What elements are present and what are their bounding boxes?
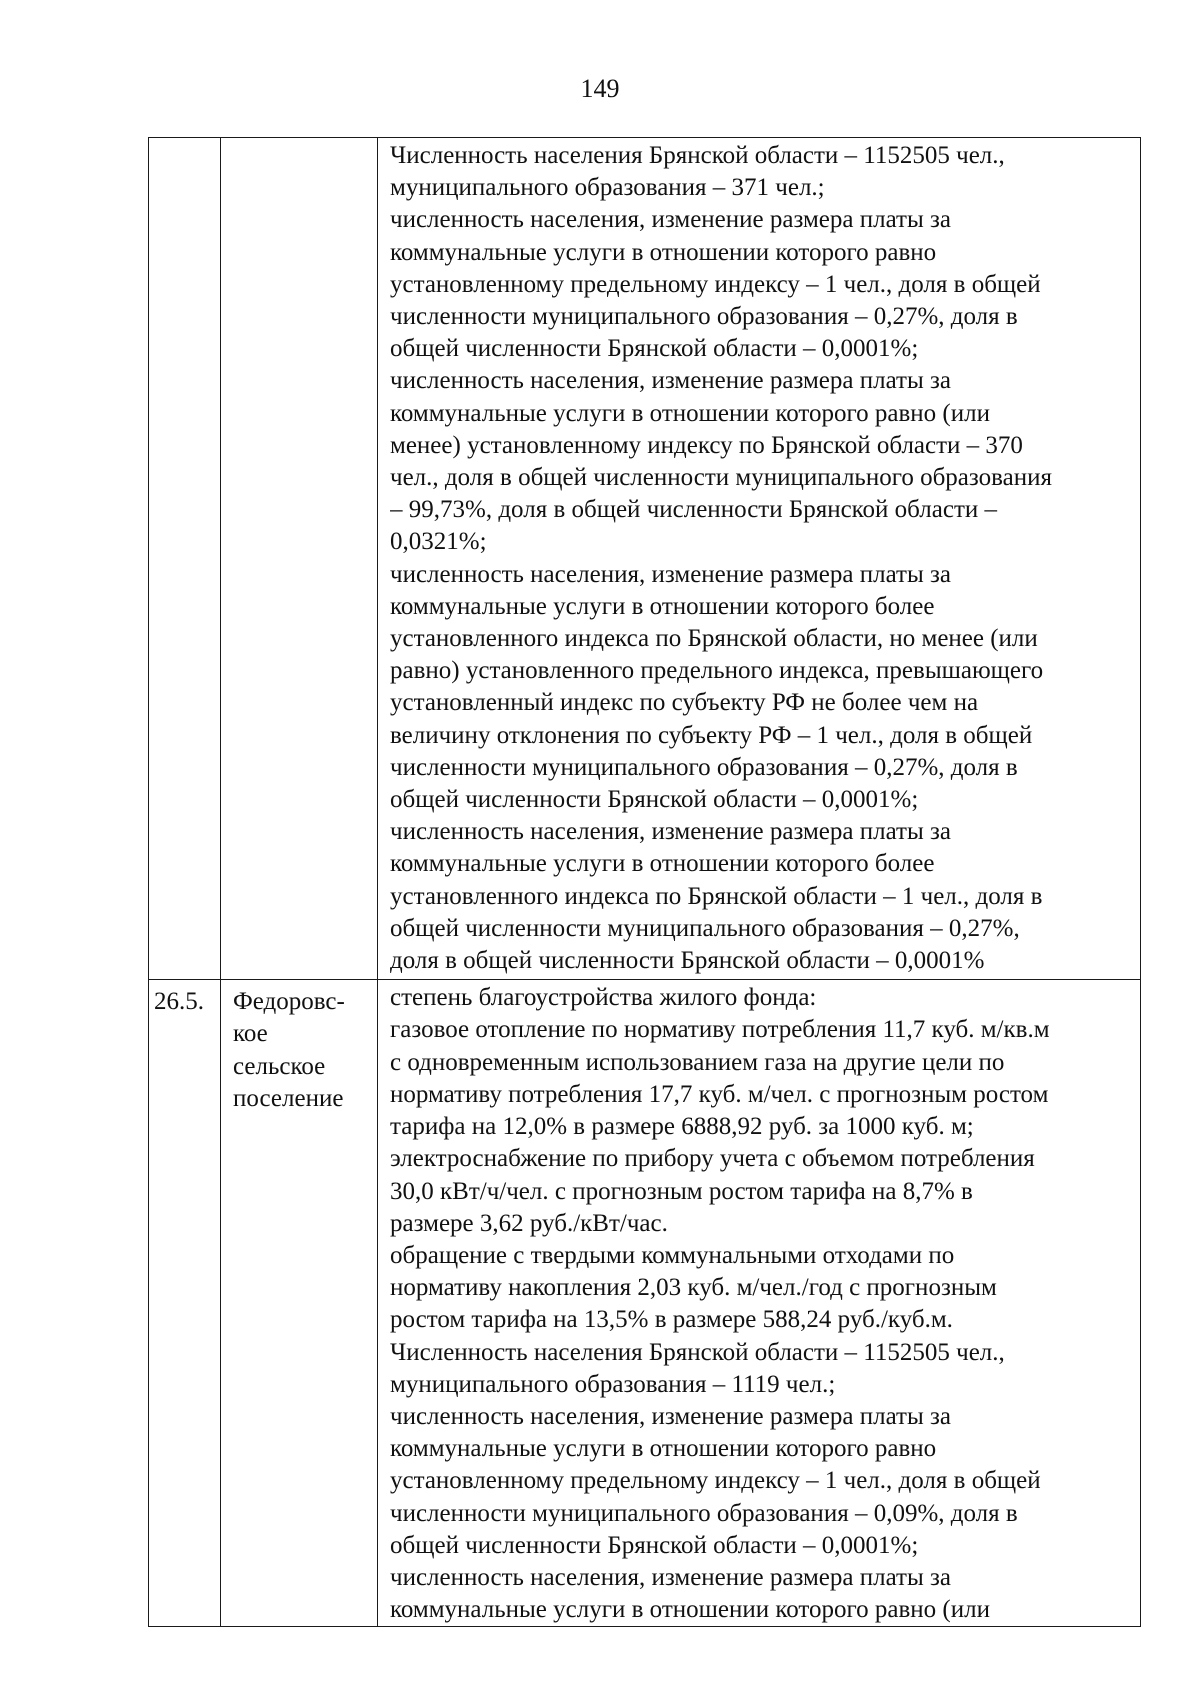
text-line: Численность населения Брянской области – 1152505 чел., — [390, 1338, 1005, 1366]
text-line: численность населения, изменение размера платы за — [390, 818, 951, 846]
text-line: нормативу потребления 17,7 куб. м/чел. с прогнозным ростом — [390, 1080, 1049, 1108]
text-line: численность населения, изменение размера платы за — [390, 367, 951, 395]
text-line: установленному предельному индексу – 1 чел., доля в общей — [390, 270, 1041, 298]
municipality-name-cell — [221, 138, 378, 980]
text-line: Численность населения Брянской области – 1152505 чел., — [390, 142, 1005, 169]
text-line: коммунальные услуги в отношении которого равно — [390, 1435, 937, 1463]
municipality-name-cell — [221, 980, 378, 1627]
text-line: численности муниципального образования – 0,27%, доля в — [390, 303, 1018, 331]
text-line: численность населения, изменение размера платы за — [390, 560, 951, 588]
text-line: численности муниципального образования – 0,27%, доля в — [390, 753, 1018, 781]
text-line: установленный индекс по субъекту РФ не более чем на — [390, 689, 979, 717]
text-line: муниципального образования – 1119 чел.; — [390, 1370, 836, 1398]
text-line: установленного индекса по Брянской области – 1 чел., доля в — [390, 882, 1043, 910]
document-table — [148, 137, 1141, 1627]
text-line: величину отклонения по субъекту РФ – 1 чел., доля в общей — [390, 721, 1033, 749]
text-line: сельское — [233, 1052, 326, 1080]
text-line: Федоровс- — [233, 988, 345, 1016]
text-line: установленному предельному индексу – 1 чел., доля в общей — [390, 1467, 1041, 1495]
text-line: коммунальные услуги в отношении которого равно (или — [390, 1596, 990, 1624]
row-number-cell — [149, 138, 221, 980]
text-line: ростом тарифа на 13,5% в размере 588,24 руб./куб.м. — [390, 1306, 953, 1334]
text-line: доля в общей численности Брянской области – 0,0001% — [390, 947, 985, 975]
text-line: коммунальные услуги в отношении которого равно — [390, 238, 937, 266]
text-line: коммунальные услуги в отношении которого более — [390, 592, 935, 620]
text-line: общей численности Брянской области – 0,0001%; — [390, 1531, 919, 1559]
text-line: 30,0 кВт/ч/чел. с прогнозным ростом тарифа на 8,7% в — [390, 1177, 973, 1205]
text-line: чел., доля в общей численности муниципального образования — [390, 464, 1052, 492]
text-line: численность населения, изменение размера платы за — [390, 1563, 951, 1591]
text-line: – 99,73%, доля в общей численности Брянской области – — [390, 496, 997, 524]
text-line: с одновременным использованием газа на другие цели по — [390, 1048, 1005, 1076]
text-line: коммунальные услуги в отношении которого равно (или — [390, 399, 990, 427]
text-line: численности муниципального образования – 0,09%, доля в — [390, 1499, 1018, 1527]
text-line: муниципального образования – 371 чел.; — [390, 174, 825, 202]
row-number-cell — [149, 980, 221, 1627]
text-line: степень благоустройства жилого фонда: — [390, 984, 817, 1012]
text-line: общей численности Брянской области – 0,0001%; — [390, 335, 919, 363]
text-line: поселение — [233, 1084, 344, 1112]
description-cell — [378, 980, 1141, 1627]
text-line: тарифа на 12,0% в размере 6888,92 руб. за 1000 куб. м; — [390, 1113, 974, 1141]
text-line: нормативу накопления 2,03 куб. м/чел./год с прогнозным — [390, 1274, 997, 1302]
text-line: газовое отопление по нормативу потребления 11,7 куб. м/кв.м — [390, 1016, 1050, 1044]
text-line: установленного индекса по Брянской области, но менее (или — [390, 625, 1038, 653]
text-line: численность населения, изменение размера платы за — [390, 1402, 951, 1430]
description-cell — [378, 138, 1141, 980]
text-line: обращение с твердыми коммунальными отходами по — [390, 1241, 955, 1269]
page-number: 149 — [580, 74, 620, 103]
text-line: 0,0321%; — [390, 528, 487, 556]
table-row — [149, 138, 1141, 980]
text-line: общей численности муниципального образования – 0,27%, — [390, 914, 1020, 942]
row-number: 26.5. — [154, 988, 204, 1016]
text-line: коммунальные услуги в отношении которого более — [390, 850, 935, 878]
text-line: равно) установленного предельного индекса, превышающего — [390, 657, 1044, 685]
text-line: кое — [233, 1020, 268, 1048]
text-line: численность населения, изменение размера платы за — [390, 206, 951, 234]
text-line: менее) установленному индексу по Брянской области – 370 — [390, 431, 1023, 459]
text-line: общей численности Брянской области – 0,0001%; — [390, 786, 919, 814]
table-row — [149, 980, 1141, 1627]
text-line: электроснабжение по прибору учета с объемом потребления — [390, 1145, 1035, 1173]
text-line: размере 3,62 руб./кВт/час. — [390, 1209, 668, 1237]
